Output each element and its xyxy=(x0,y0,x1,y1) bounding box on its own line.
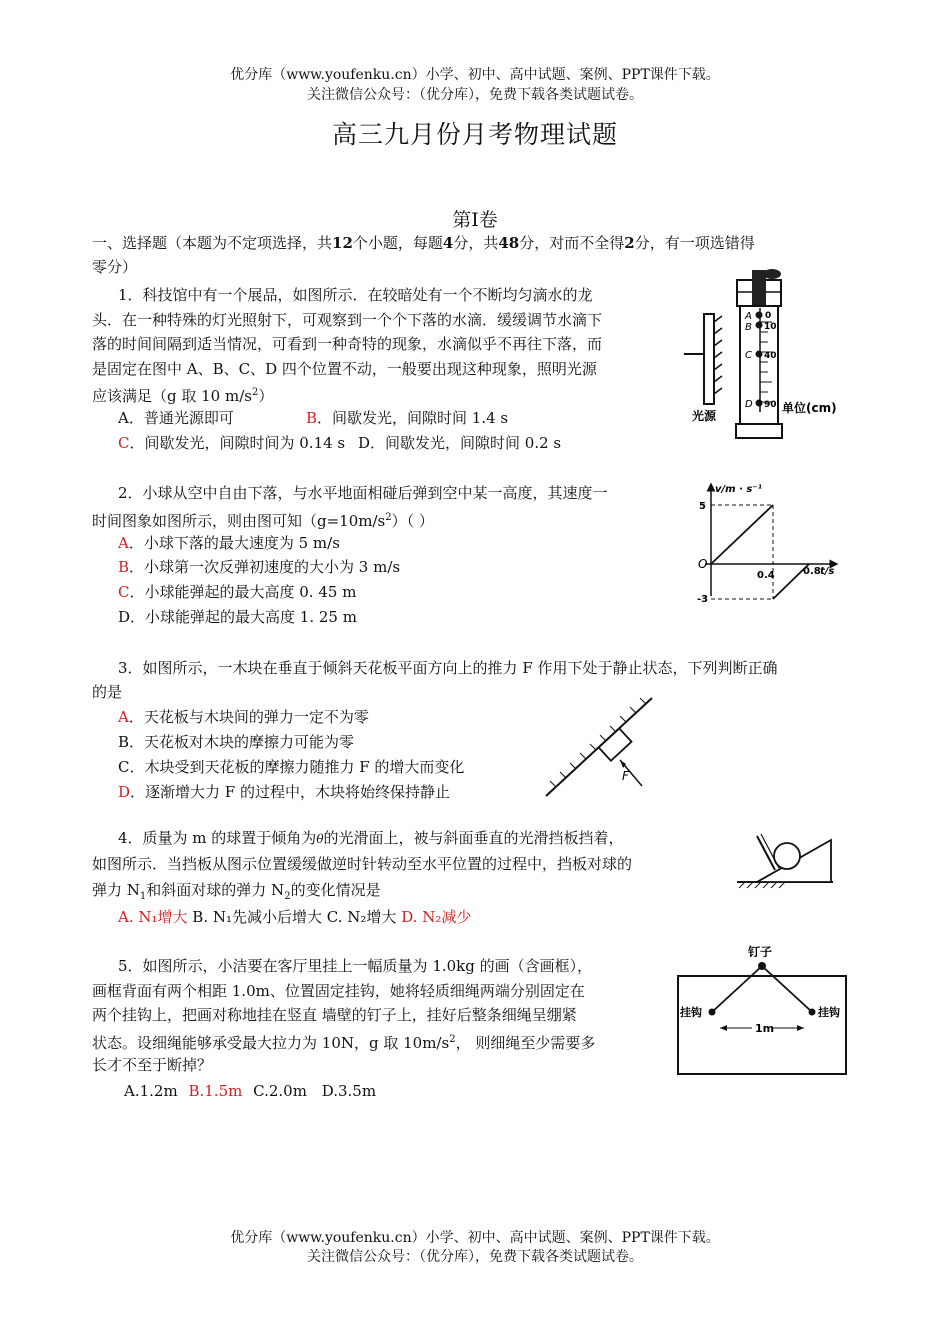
q1-option-a[interactable]: A．普通光源即可 xyxy=(118,409,234,427)
option-text: ．小球能弹起的最大高度 0. 45 m xyxy=(129,583,357,601)
q5-line: 5．如图所示，小洁要在客厅里挂上一幅质量为 1.0kg 的画（含画框）， xyxy=(118,957,593,975)
option-text: ．小球第一次反弹初速度的大小为 3 m/s xyxy=(129,558,401,576)
q5-option-b[interactable]: B.1.5m xyxy=(188,1082,243,1100)
q1-text: 应该满足（g 取 10 m/s xyxy=(92,387,252,405)
q4-option-b[interactable]: B. N₁先减小后增大 xyxy=(192,908,322,926)
answer-letter: B xyxy=(118,558,130,576)
section-text: 分，共 xyxy=(453,234,499,252)
answer-letter: A xyxy=(118,708,129,726)
points-partial: 2 xyxy=(624,234,635,252)
q1-option-c[interactable] xyxy=(118,431,345,455)
header-line-1: 优分库（www.youfenku.cn）小学、初中、高中试题、案例、PPT课件下载。 xyxy=(230,67,720,83)
footer-line-1: 优分库（www.youfenku.cn）小学、初中、高中试题、案例、PPT课件下载。 xyxy=(230,1230,720,1246)
q2-option-c[interactable] xyxy=(118,580,356,604)
points-each: 4 xyxy=(442,234,454,252)
label-d: D xyxy=(745,399,753,410)
q2-line: 2．小球从空中自由下落，与水平地面相碰后弹到空中某一高度，其速度一 xyxy=(118,484,608,502)
hook-right-icon xyxy=(809,1009,816,1016)
q5-line xyxy=(92,1028,595,1055)
hook-left-label: 挂钩 xyxy=(680,1006,702,1019)
option-text: ．逐渐增大力 F 的过程中，木块将始终保持静止 xyxy=(130,783,450,801)
nail-icon xyxy=(758,962,766,970)
option-text: ．天花板与木块间的弹力一定不为零 xyxy=(128,708,369,726)
volume-heading: 第Ⅰ卷 xyxy=(452,209,498,231)
section-text: （本题为不定项选择，共 xyxy=(167,234,333,252)
section-text: 个小题，每题 xyxy=(352,234,443,252)
q3-option-d[interactable] xyxy=(118,780,450,804)
q5-figure-picture-frame xyxy=(672,942,852,1080)
q4-line: 如图所示．当挡板从图示位置缓缓做逆时针转动至水平位置的过程中，挡板对球的 xyxy=(92,855,633,873)
page-title: 高三九月份月考物理试题 xyxy=(331,120,618,149)
q4-text: 和斜面对球的弹力 N xyxy=(146,881,285,899)
q5-line: 两个挂钩上，把画对称地挂在竖直 墙壁的钉子上，挂好后整条细绳呈绷紧 xyxy=(92,1006,577,1024)
q4-option-d[interactable]: D. N₂减少 xyxy=(401,908,472,926)
section-label: 一、选择题 xyxy=(92,234,168,252)
tick-vneg3: -3 xyxy=(697,594,709,605)
q2-sup: 2 xyxy=(385,512,392,523)
label-c: C xyxy=(745,350,752,361)
q5-option-a[interactable]: A.1.2m xyxy=(124,1082,178,1100)
points-total: 48 xyxy=(498,234,520,252)
answer-letter: C xyxy=(118,434,130,452)
q3-figure-inclined-ceiling xyxy=(540,692,660,802)
q4-sub: 2 xyxy=(284,891,291,902)
question-count: 12 xyxy=(332,234,353,252)
distance-label: 1m xyxy=(755,1022,775,1035)
q5-text: ， 则细绳至少需要多 xyxy=(455,1034,596,1052)
q3-line: 3．如图所示，一木块在垂直于倾斜天花板平面方向上的推力 F 作用下处于静止状态，下列判断正确 xyxy=(118,659,778,677)
hook-left-icon xyxy=(709,1009,716,1016)
q2-figure-vt-graph xyxy=(695,478,845,608)
drop-a xyxy=(756,312,763,319)
footer-line-2: 关注微信公众号：（优分库），免费下载各类试题试卷。 xyxy=(307,1249,643,1265)
q1-option-d[interactable]: D．间歇发光，间隙时间 0.2 s xyxy=(358,434,562,452)
q2-text: 时间图象如图所示，则由图可知（g=10m/s xyxy=(92,512,386,530)
unit-label: 单位(cm) xyxy=(782,401,837,415)
q2-option-d[interactable]: D．小球能弹起的最大高度 1. 25 m xyxy=(118,608,357,626)
q5-options xyxy=(124,1079,376,1103)
label-a: A xyxy=(745,311,752,322)
q1-line: 落的时间间隔到适当情况，可看到一种奇特的现象，水滴似乎不再往下落，而 xyxy=(92,335,603,353)
q1-line: 1．科技馆中有一个展品，如图所示．在较暗处有一个不断均匀滴水的龙 xyxy=(118,286,593,304)
nail-label: 钉子 xyxy=(748,945,773,959)
q2-option-b[interactable] xyxy=(118,555,400,579)
q5-line: 画框背面有两个相距 1.0m、位置固定挂钩，她将轻质细绳两端分别固定在 xyxy=(92,982,585,1000)
q2-line xyxy=(92,506,434,533)
q4-text: 的光滑面上，被与斜面垂直的光滑挡板挡着， xyxy=(323,829,624,847)
q1-text: ） xyxy=(258,387,274,405)
q4-sub: 1 xyxy=(139,891,147,902)
tick-90: 90 xyxy=(764,400,777,410)
section-text: 分，对而不全得 xyxy=(519,234,625,252)
answer-letter: B xyxy=(306,409,318,427)
section-instructions-line-2: 零分） xyxy=(92,258,138,276)
header-line-2: 关注微信公众号：（优分库），免费下载各类试题试卷。 xyxy=(307,87,643,103)
q4-option-a[interactable]: A. N₁增大 xyxy=(118,908,188,926)
tick-t04: 0.4 xyxy=(757,570,775,581)
q1-line xyxy=(92,381,273,408)
option-text: ．间歇发光，间隙时间 1.4 s xyxy=(317,409,509,427)
section-text: 分，有一项选错得 xyxy=(634,234,755,252)
light-source-icon xyxy=(684,314,722,404)
q4-text: 弹力 N xyxy=(92,881,140,899)
t-axis-label: t/s xyxy=(820,566,835,577)
section-instructions xyxy=(92,231,755,255)
answer-letter: D xyxy=(118,783,131,801)
light-label: 光源 xyxy=(692,409,717,423)
drop-c xyxy=(756,351,763,358)
force-label: F xyxy=(622,769,629,783)
q5-text: 状态。设细绳能够承受最大拉力为 10N，g 取 10m/s xyxy=(92,1034,450,1052)
q1-figure-dripping-faucet xyxy=(682,262,842,442)
drop-d xyxy=(756,400,763,407)
q3-option-a[interactable] xyxy=(118,705,369,729)
tick-10: 10 xyxy=(764,322,777,332)
tube-base xyxy=(736,424,782,438)
q1-sup: 2 xyxy=(251,387,259,398)
tick-v5: 5 xyxy=(699,501,706,512)
q3-option-c[interactable]: C．木块受到天花板的摩擦力随推力 F 的增大而变化 xyxy=(118,758,465,776)
q1-line: 是固定在图中 A、B、C、D 四个位置不动，一般要出现这种现象，照明光源 xyxy=(92,360,597,378)
theta-symbol: θ xyxy=(316,832,324,846)
tick-t08: 0.8 xyxy=(803,566,821,577)
q4-figure-ball-on-incline xyxy=(735,818,840,890)
answer-letter: A xyxy=(118,534,129,552)
hook-right-label: 挂钩 xyxy=(818,1006,840,1019)
drop-b xyxy=(756,322,763,329)
tick-40: 40 xyxy=(764,351,777,361)
label-b: B xyxy=(745,322,752,333)
q5-option-c[interactable]: C.2.0m xyxy=(253,1082,307,1100)
q1-option-b[interactable] xyxy=(306,406,508,430)
option-text: ．间歇发光，间隙时间为 0.14 s xyxy=(129,434,346,452)
q3-line: 的是 xyxy=(92,683,123,701)
q5-line: 长才不至于断掉？ xyxy=(92,1056,213,1074)
q4-options xyxy=(118,905,471,929)
answer-letter: C xyxy=(118,583,130,601)
v-axis-label: v/m · s⁻¹ xyxy=(715,484,762,495)
q4-line xyxy=(118,826,624,851)
q2-option-a[interactable] xyxy=(118,531,340,555)
faucet-icon xyxy=(737,269,781,310)
option-text: ．小球下落的最大速度为 5 m/s xyxy=(128,534,340,552)
q4-option-c[interactable]: C. N₂增大 xyxy=(326,908,397,926)
q5-sup: 2 xyxy=(449,1034,456,1045)
origin-label: O xyxy=(698,557,708,571)
q5-option-d[interactable]: D.3.5m xyxy=(321,1082,377,1100)
baffle-board xyxy=(757,836,775,870)
q2-text: ）（ ） xyxy=(391,512,434,530)
tick-0: 0 xyxy=(765,311,772,321)
q4-text: 4．质量为 m 的球置于倾角为 xyxy=(118,829,317,847)
falling-segment xyxy=(711,505,773,564)
q1-line: 头．在一种特殊的灯光照射下，可观察到一个个下落的水滴．缓缓调节水滴下 xyxy=(92,311,603,329)
q4-text: 的变化情况是 xyxy=(290,881,381,899)
wood-block xyxy=(599,729,632,761)
q3-option-b[interactable]: B．天花板对木块的摩擦力可能为零 xyxy=(118,733,355,751)
